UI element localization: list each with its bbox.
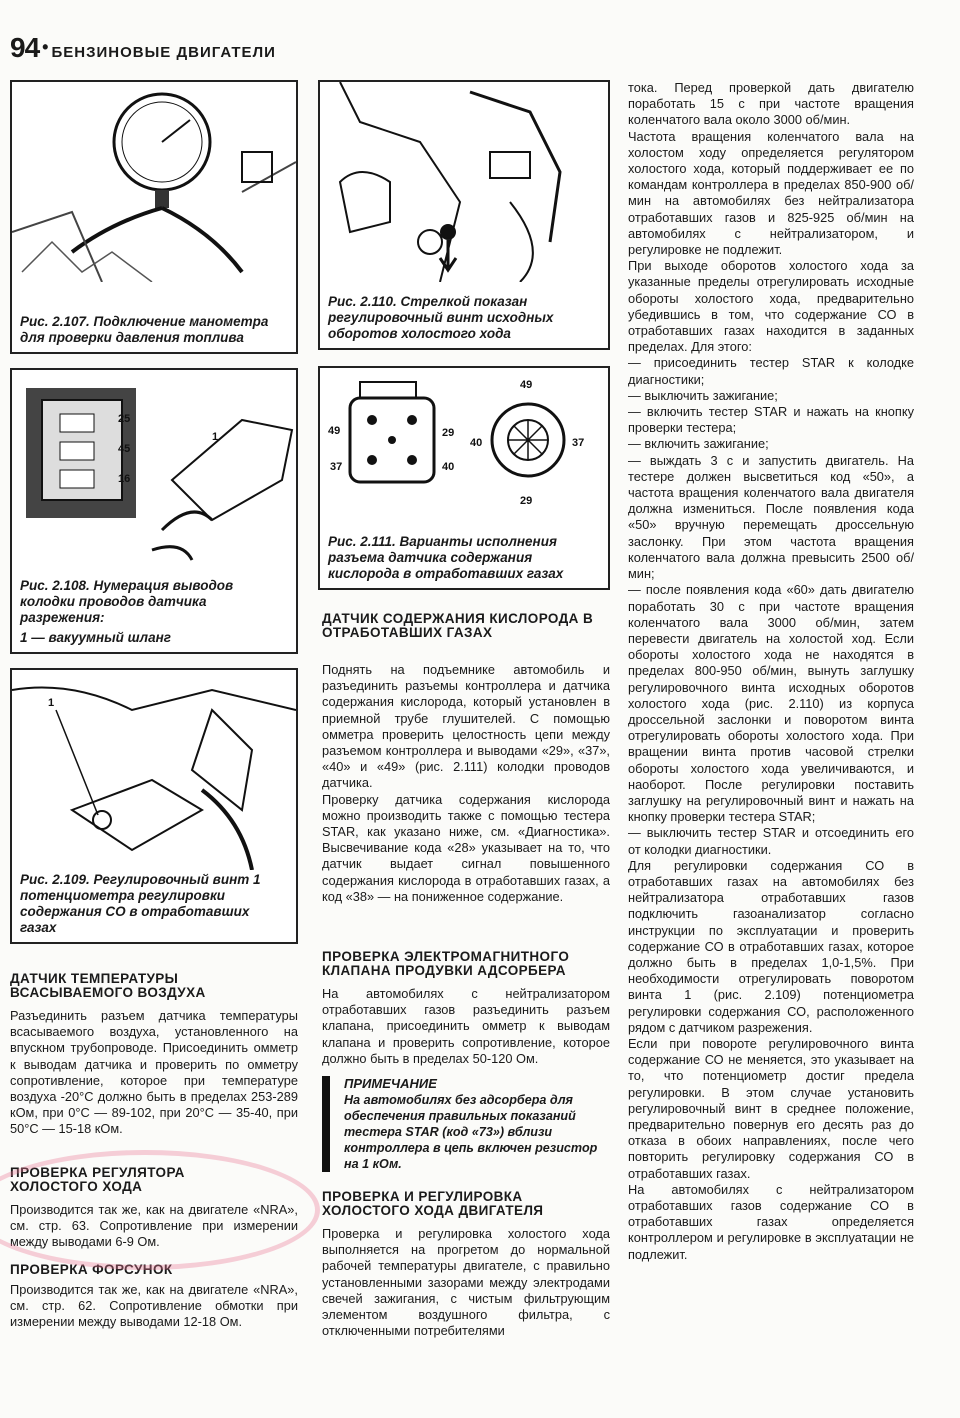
bullet-icon: • <box>42 37 49 57</box>
text-block <box>322 1226 610 1339</box>
list-item: — включить зажигание; <box>628 436 769 452</box>
paragraph: Если при повороте регулировочного винта содержание СО не меняется, это указывает на то, что потенциометр достиг предела регулировки. В этом случае установить регулировочный винт в среднее положение, предварительно повернув его десять раз до отказа в обоих направлениях, после чего повторить регулировку содержания СО в отработавших газах. <box>628 1035 914 1181</box>
list-item: — выключить тестер STAR и отсоединить его от колодки диагностики. <box>628 825 914 857</box>
text-block <box>322 662 610 905</box>
pin-label: 40 <box>442 461 455 473</box>
heading-canister-purge-valve: ПРОВЕРКА ЭЛЕКТРОМАГНИТНОГО КЛАПАНА ПРОДУВКИ АДСОРБЕРА <box>322 949 570 978</box>
paragraph: Производится так же, как на двигателе «NRA», см. стр. 63. Сопротивление при измерении между выводами 6-9 Ом. <box>10 1202 298 1250</box>
paragraph: Поднять на подъемнике автомобиль и разъединить разъемы контроллера и датчика содержания кислорода, который установлен в приемной трубе глушителей. С помощью омметра проверить целостность цепи между разъемом контроллера и выводами «29», «37», «40» и «49» (рис. 2.111) колодки проводов датчика. <box>322 662 610 791</box>
text-block <box>10 1282 298 1331</box>
pin-label: 29 <box>442 427 455 439</box>
list-item: — присоединить тестер STAR к колодке диагностики; <box>628 355 914 387</box>
oxygen-sensor-connector-illustration <box>320 368 608 518</box>
paragraph: Частота вращения коленчатого вала на холостом ходу определяется регулятором холостого хода, который поддерживает ее по командам контроллера в пределах 850-900 об/мин на автомобилях без нейтрализатора отработавших газов и 825-925 об/мин на автомобилях с нейтрализатором, и регулировке не подлежит. <box>628 128 914 258</box>
note-body: На автомобилях без адсорбера для обеспечения правильных показаний тестера STAR (код «73») вблизи контроллера в цепь включен резистор на 1 кОм. <box>344 1093 598 1171</box>
pin-label: 37 <box>572 437 585 449</box>
pin-label: 45 <box>118 443 131 455</box>
text-block <box>10 1202 298 1251</box>
pin-label: 25 <box>118 413 131 425</box>
list-item: — включить тестер STAR и нажать на кнопку проверки тестера; <box>628 404 914 436</box>
pin-label: 40 <box>470 437 483 449</box>
list-item: — выждать 3 с и запустить двигатель. На тестере должен высветиться код «50», а частота вращения коленчатого вала двигателя должна измениться. После появления кода «50» вручную перемещать дроссельную заслонку. При этом частота вращения коленчатого вала должна превысить 2500 об/мин; <box>628 452 914 582</box>
list-item: — после появления кода «60» дать двигателю поработать 30 с при частоте вращения коленчатого вала 3000 об/мин, затем перевести двигатель на холостой ход. Если обороты холостого хода не находятся в пределах 800-950 об/мин, вынуть заглушку регулировочного винта исходных оборотов холостого хода (рис. 2.110) из корпуса дроссельной заслонки и поворотом винта отрегулировать обороты холостого хода. При вращении винта против часовой стрелки обороты холостого хода увеличиваются, и наоборот. После регулировки поставить заглушку на регулировочный винт и нажать на кнопку проверки тестера STAR; <box>628 582 914 825</box>
figure-2-110 <box>318 80 610 350</box>
section-title: БЕНЗИНОВЫЕ ДВИГАТЕЛИ <box>51 44 276 61</box>
figure-caption <box>20 578 288 646</box>
figure-2-111 <box>318 366 610 590</box>
pin-label: 49 <box>520 379 533 391</box>
text-block <box>628 80 914 1263</box>
caption-legend: 1 — вакуумный шланг <box>20 630 171 645</box>
paragraph: Проверку датчика содержания кислорода можно производить также с помощью тестера STAR, как указано ниже, см. «Диагностика». Высвечивание кода «28» указывает на то, что датчик выдает сигнал повышенного содержания кислорода в отработавших газах, а код «38» — на пониженное содержание. <box>322 791 610 904</box>
paragraph: Производится так же, как на двигателе «NRA», см. стр. 62. Сопротивление обмотки при измерении между выводами 12-18 Ом. <box>10 1282 298 1330</box>
pin-label: 49 <box>328 425 341 437</box>
paragraph: тока. Перед проверкой дать двигателю поработать 15 с при частоте вращения коленчатого вала около 3000 об/мин. <box>628 80 914 128</box>
figure-2-109 <box>10 668 298 944</box>
note-box <box>322 1076 610 1172</box>
paragraph: Разъединить разъем датчика температуры всасываемого воздуха, установленного на впускном трубопроводе. Присоединить омметр к выводам датчика и проверить по омметру сопротивление, которое при температуре воздуха -20°С должно быть в пределах 253-289 кОм, при 0°С — 89-102, при 20°С — 35-40, при 50°С — 15-18 кОм. <box>10 1008 298 1137</box>
pin-label: 16 <box>118 473 131 485</box>
part-label: 1 <box>48 697 55 709</box>
paragraph: Для регулировки содержания СО в отработавших газах на автомобилях без нейтрализатора отработавших газов подключить газоанализатор согласно инструкции по эксплуатации и проверить содержание СО в отработавших газах, которое должно быть в пределах 1,0-1,5%. При необходимости отрегулировать поворотом винта 1 (рис. 2.109) потенциометра регулировки содержания СО, расположенного рядом с датчиком разрежения. <box>628 857 914 1035</box>
heading-idle-regulator-check: ПРОВЕРКА РЕГУЛЯТОРА ХОЛОСТОГО ХОДА <box>10 1165 185 1194</box>
note-title: ПРИМЕЧАНИЕ <box>344 1076 437 1091</box>
figure-caption: Рис. 2.109. Регулировочный винт 1 потенциометра регулировки содержания СО в отработавших газах <box>20 872 261 935</box>
caption-text: Рис. 2.108. Нумерация выводов колодки проводов датчика разрежения: <box>20 578 234 625</box>
page-header <box>10 32 276 62</box>
paragraph: Проверка и регулировка холостого хода выполняется на прогретом до нормальной рабочей температуры двигателе, с правильно установленными зазорами между электродами свечей зажигания, с чистым фильтрующим элементом воздушного фильтра, с отключенными потребителями <box>322 1226 610 1339</box>
heading-oxygen-sensor: ДАТЧИК СОДЕРЖАНИЯ КИСЛОРОДА В ОТРАБОТАВШИХ ГАЗАХ <box>322 611 594 640</box>
list-item: — выключить зажигание; <box>628 387 778 403</box>
heading-idle-speed-adjustment: ПРОВЕРКА И РЕГУЛИРОВКА ХОЛОСТОГО ХОДА ДВИГАТЕЛЯ <box>322 1189 544 1218</box>
pin-label: 37 <box>330 461 343 473</box>
page-number: 94 <box>10 32 40 63</box>
pressure-gauge-illustration <box>12 82 296 282</box>
figure-caption: Рис. 2.111. Варианты исполнения разъема датчика содержания кислорода в отработавших газах <box>328 534 564 581</box>
heading-injector-check: ПРОВЕРКА ФОРСУНОК <box>10 1262 173 1277</box>
co-potentiometer-illustration <box>12 670 296 870</box>
figure-caption: Рис. 2.110. Стрелкой показан регулировочный винт исходных оборотов холостого хода <box>328 294 554 341</box>
heading-intake-air-temperature-sensor: ДАТЧИК ТЕМПЕРАТУРЫ ВСАСЫВАЕМОГО ВОЗДУХА <box>10 971 206 1000</box>
figure-2-107 <box>10 80 298 354</box>
idle-screw-illustration <box>320 82 608 282</box>
pin-label: 29 <box>520 495 533 507</box>
text-block <box>10 1008 298 1138</box>
figure-2-108 <box>10 368 298 654</box>
part-label: 1 <box>212 431 219 443</box>
paragraph: На автомобилях с нейтрализатором отработавших газов разъединить разъем клапана, присоединить омметр к выводам клапана и проверить сопротивление, которое должно быть в пределах 50-120 Ом. <box>322 986 610 1066</box>
paragraph: На автомобилях с нейтрализатором отработавших газов содержание СО в отработавших газах определяется контроллером и регулировке в эксплуатации не подлежит. <box>628 1181 914 1262</box>
paragraph: При выходе оборотов холостого хода за указанные пределы отрегулировать исходные обороты холостого хода, предварительно убедившись в том, что содержание СО в отработавших газах находится в заданных пределах. Для этого: <box>628 258 914 355</box>
figure-caption: Рис. 2.107. Подключение манометра для проверки давления топлива <box>20 314 269 345</box>
vacuum-sensor-connector-illustration <box>12 370 296 570</box>
text-block <box>322 986 610 1067</box>
